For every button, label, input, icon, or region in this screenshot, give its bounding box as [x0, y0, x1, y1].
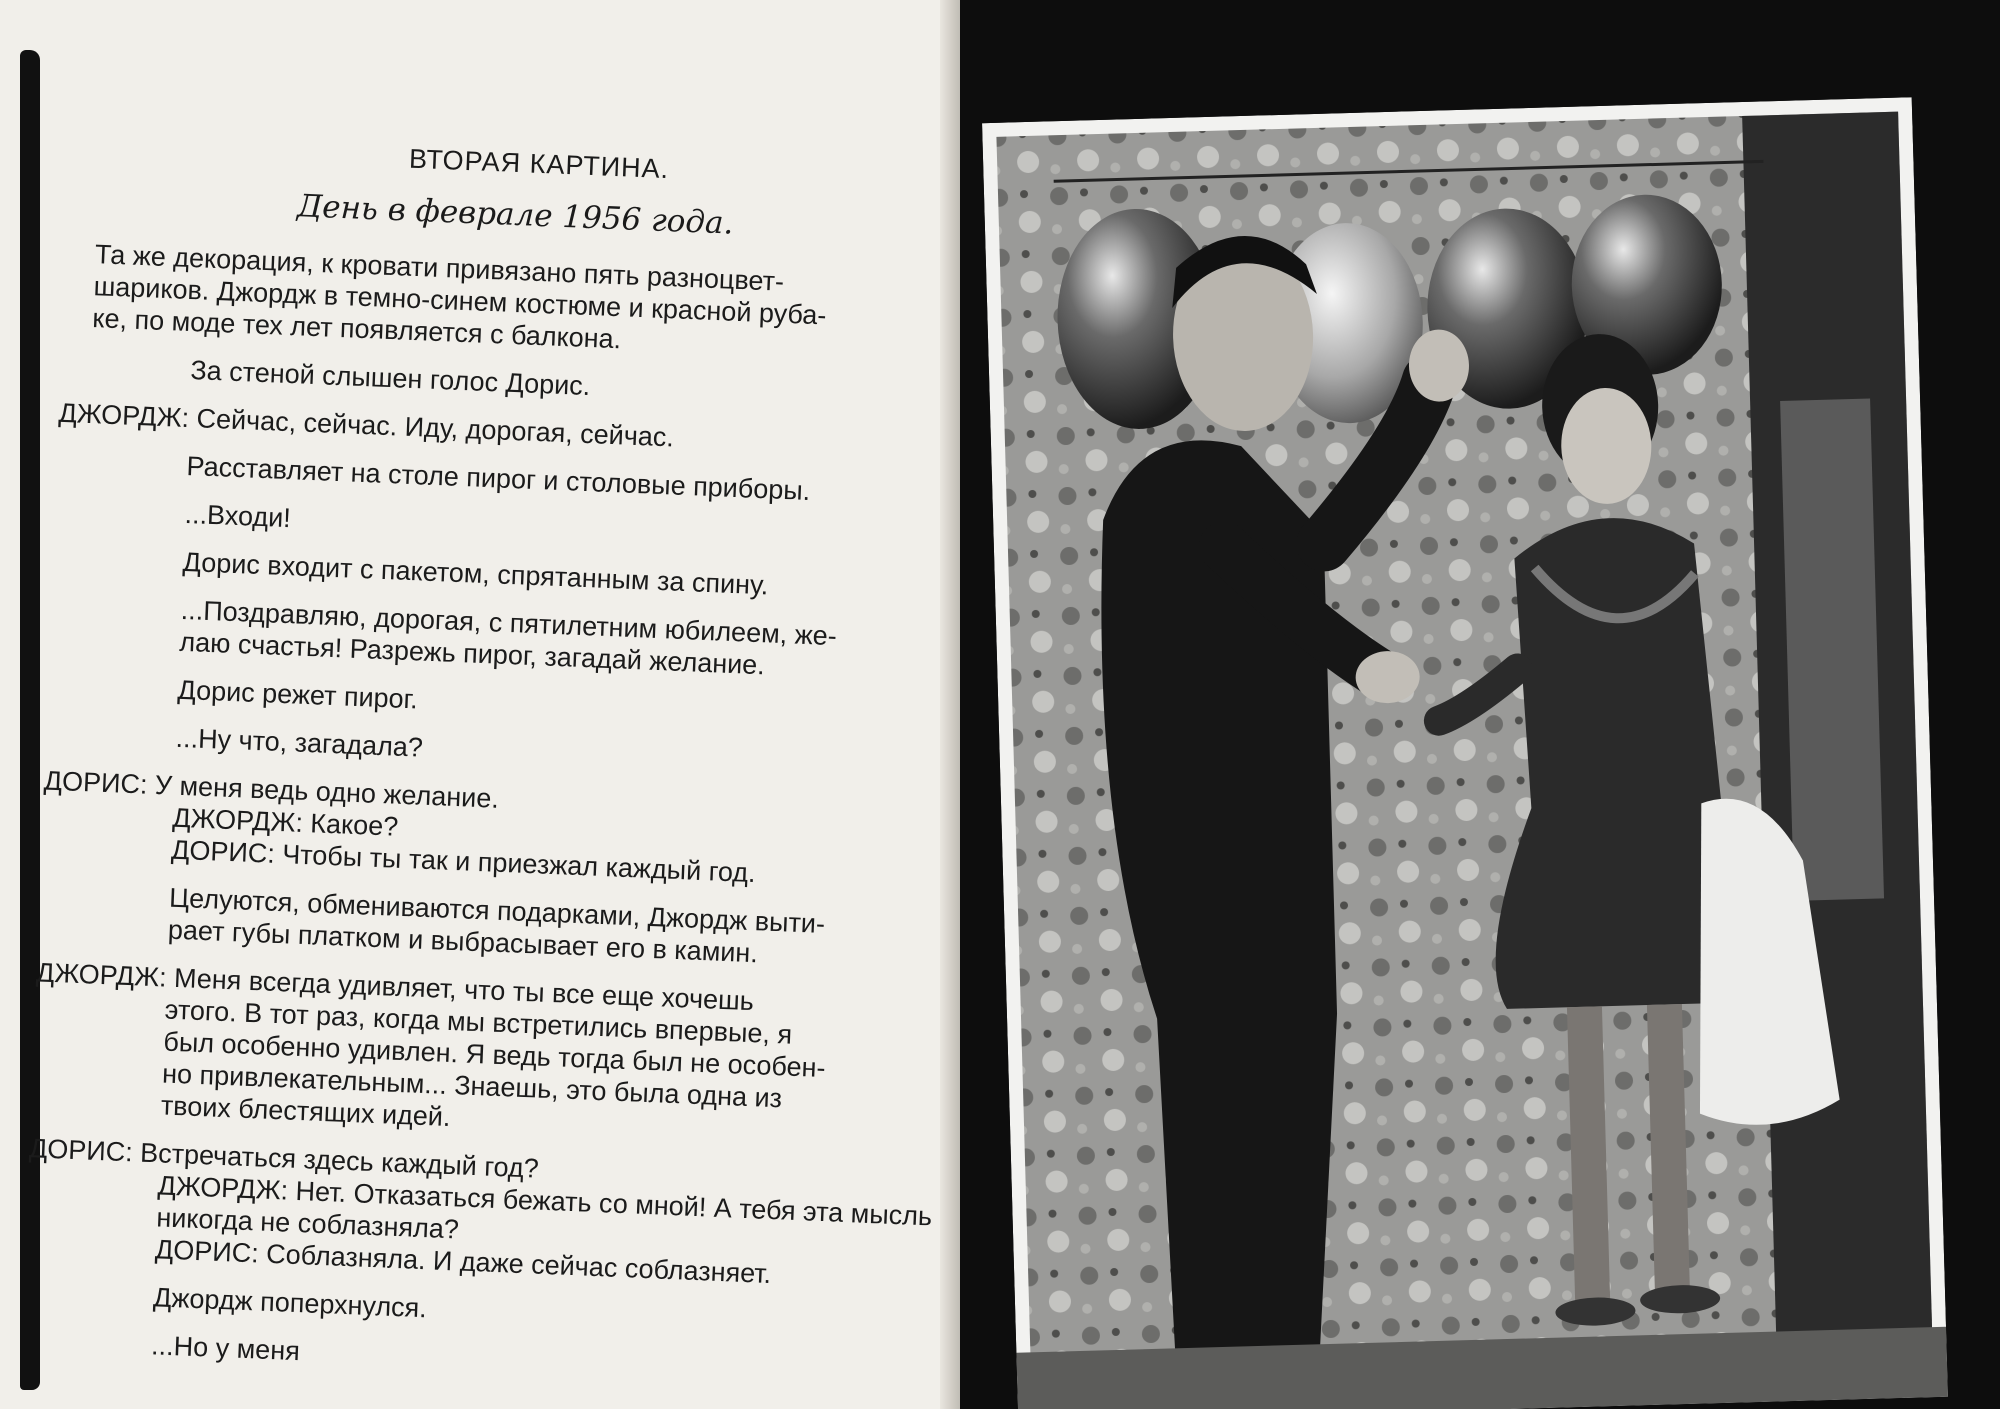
photo-illustration: [982, 97, 1948, 1409]
text-line: ДОРИС: Встречаться здесь каждый год? ДЖОРДЖ: Нет. Отказаться бежать со мной! А тебя эта мысль никогда не соблазняла? ДОРИС: Соблазняла. И даже сейчас соблазняет.: [28, 1133, 933, 1290]
left-page: [0, 0, 960, 1409]
dialogue-lines: [21, 237, 960, 1393]
play-text: [20, 130, 960, 1409]
text-line: ...Входи!: [184, 498, 292, 534]
text-line: ...Но у меня: [150, 1330, 301, 1367]
text-line: Целуются, обмениваются подарками, Джордж выти- рает губы платком и выбрасывает его в камин.: [167, 882, 826, 969]
text-line: ДЖОРДЖ: Сейчас, сейчас. Иду, дорогая, сейчас.: [58, 397, 675, 453]
scene-date: День в феврале 1956 года.: [296, 188, 735, 242]
text-line: ...Поздравляю, дорогая, с пятилетним юбилеем, же- лаю счастья! Разрежь пирог, загадай желание.: [178, 594, 838, 681]
text-line: За стеной слышен голос Дорис.: [189, 355, 591, 402]
text-line: Дорис входит с пакетом, спрятанным за спину.: [182, 546, 769, 601]
text-line: ...Ну что, загадала?: [175, 722, 424, 763]
text-line: Джордж поперхнулся.: [152, 1282, 428, 1324]
text-line: Расставляет на столе пирог и столовые приборы.: [186, 450, 811, 506]
text-line: ДОРИС: У меня ведь одно желание. ДЖОРДЖ: Какое? ДОРИС: Чтобы ты так и приезжал каждый год.: [43, 765, 757, 889]
text-line: Та же декорация, к кровати привязано пять разноцвет- шариков. Джордж в темно-синем костюме и красной руба- ке, по моде тех лет появляется с балкона.: [91, 239, 827, 355]
stage-photograph: [982, 97, 1948, 1409]
scene-heading: ВТОРАЯ КАРТИНА.: [408, 143, 670, 185]
text-line: ДЖОРДЖ: Меня всегда удивляет, что ты все еще хочешь этого. В тот раз, когда мы встретились впервые, я был особенно удивлен. Я ведь тогда был не особен- но привлекательным... Знаешь, это была одна из твоих блестящих идей.: [35, 957, 827, 1133]
text-line: Дорис режет пирог.: [177, 674, 419, 715]
